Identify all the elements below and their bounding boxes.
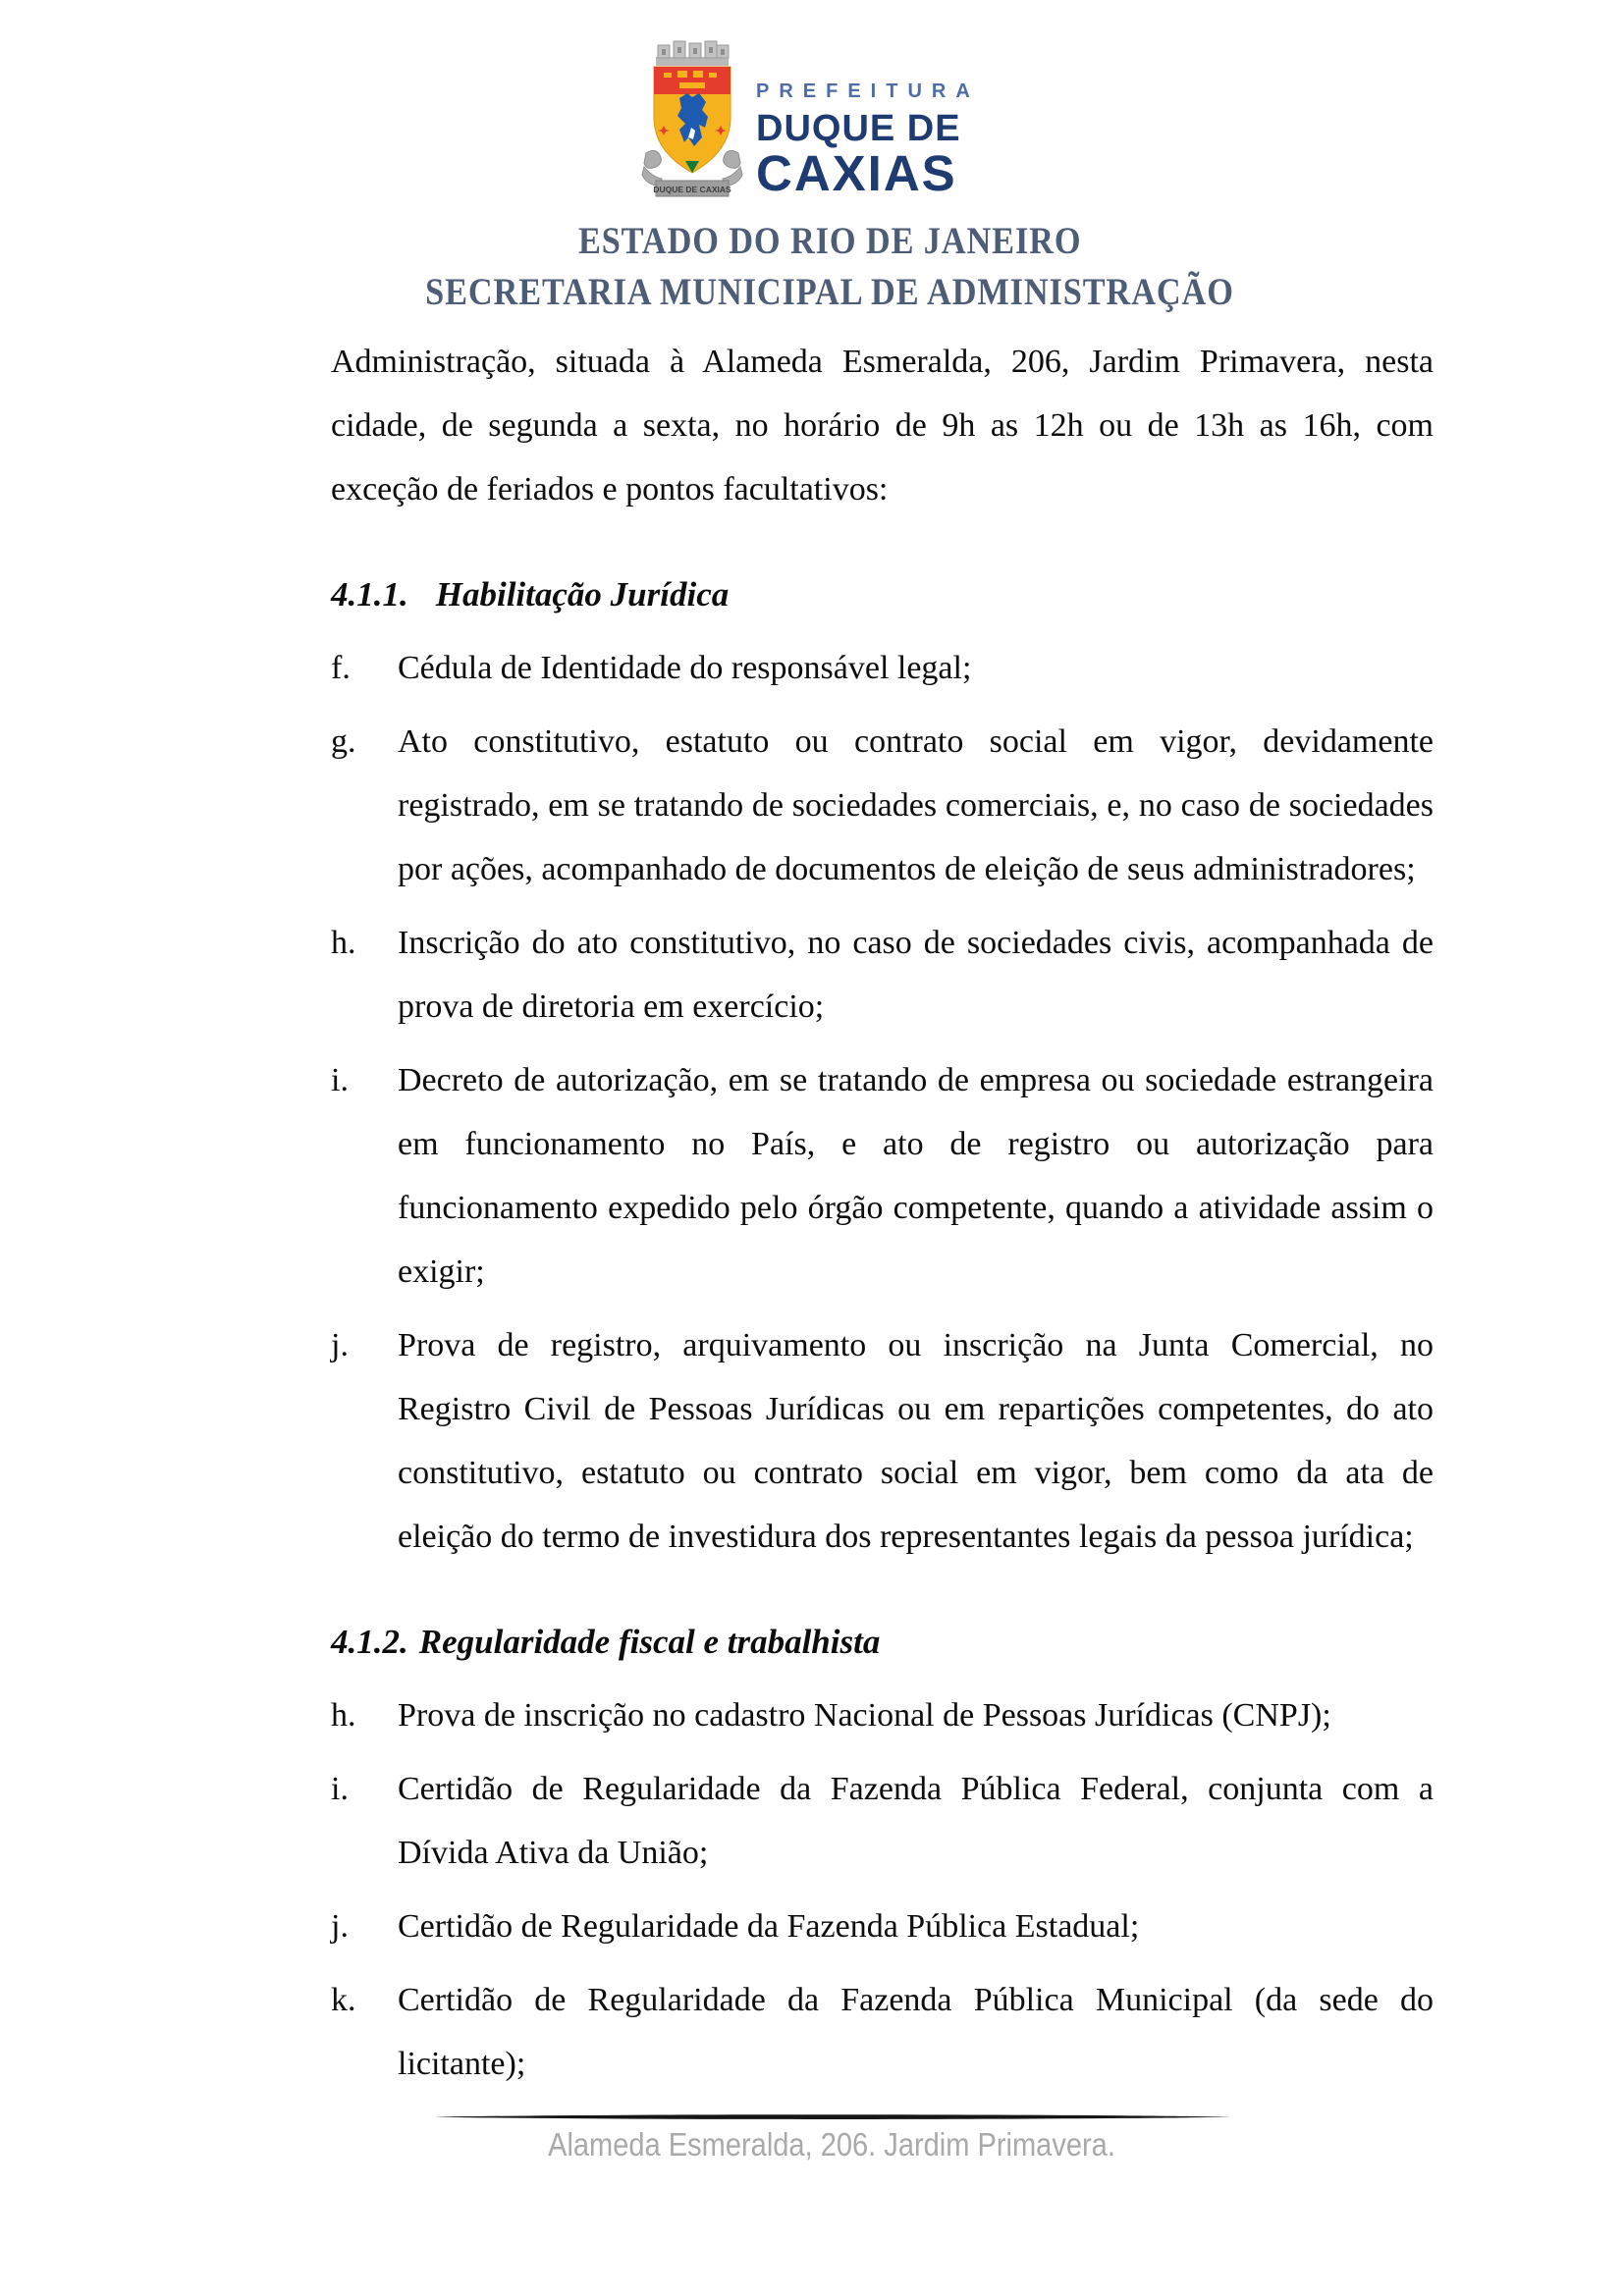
section-title: Regularidade fiscal e trabalhista [418, 1623, 881, 1661]
crest-banner [653, 181, 731, 196]
list-item [331, 1313, 1434, 1569]
government-headers [18, 216, 1624, 318]
footer-divider [435, 2113, 1230, 2121]
list-item-text: Certidão de Regularidade da Fazenda Pública Estadual; [398, 1908, 1140, 1945]
crown-icon [656, 41, 729, 66]
list-item [331, 1895, 1434, 1958]
list-item [331, 1968, 1434, 2096]
list-item-letter: i. [331, 1771, 349, 1807]
list-item-text: Ato constitutivo, estatuto ou contrato social em vigor, devidamente registrado, em se tratando de sociedades comerciais, e, no caso de sociedades por ações, acompanhado de documentos de eleição de seus administradores; [398, 723, 1434, 887]
list-item-text: Cédula de Identidade do responsável legal; [398, 650, 972, 686]
coat-of-arms-icon [640, 37, 744, 202]
section-title: Habilitação Jurídica [435, 575, 730, 614]
logo-city-line1: DUQUE DE [756, 108, 961, 149]
list-item-letter: k. [331, 1982, 356, 2018]
list-item-letter: i. [331, 1062, 349, 1098]
list-item-letter: f. [331, 650, 351, 686]
shield-icon [654, 67, 731, 173]
section-number: 4.1.2. [331, 1623, 408, 1661]
crest-banner-text: DUQUE DE CAXIAS [653, 185, 731, 194]
list-item [331, 911, 1434, 1039]
footer-address: Alameda Esmeralda, 206. Jardim Primavera. [548, 2126, 1115, 2163]
logo-prefeitura-label: PREFEITURA [756, 80, 980, 102]
section-heading-4-1-1 [331, 562, 1434, 626]
list-item-text: Prova de inscrição no cadastro Nacional de Pessoas Jurídicas (CNPJ); [398, 1697, 1331, 1734]
logo-wordmark [756, 80, 1011, 201]
list-item [331, 710, 1434, 901]
list-item-text: Certidão de Regularidade da Fazenda Pública Federal, conjunta com a Dívida Ativa da União; [398, 1771, 1434, 1871]
logo-city-line2: CAXIAS [756, 145, 957, 201]
document-body [331, 330, 1434, 2096]
state-header: ESTADO DO RIO DE JANEIRO [577, 220, 1082, 262]
list-item-text: Certidão de Regularidade da Fazenda Pública Municipal (da sede do licitante); [398, 1982, 1434, 2082]
list-item [331, 636, 1434, 700]
list-item-text: Decreto de autorização, em se tratando de empresa ou sociedade estrangeira em funcionamento no País, e ato de registro ou autorização para funcionamento expedido pelo órgão competente, quando a atividade assim o exigir; [398, 1062, 1434, 1290]
list-item-text: Prova de registro, arquivamento ou inscrição na Junta Comercial, no Registro Civil de Pessoas Jurídicas ou em repartições competentes, do ato constitutivo, estatuto ou contrato social em vigor, bem como da ata de eleição do termo de investidura dos representantes legais da pessoa jurídica; [398, 1327, 1434, 1555]
section-number: 4.1.1. [331, 575, 408, 614]
list-item-letter: h. [331, 1697, 356, 1734]
secretariat-header: SECRETARIA MUNICIPAL DE ADMINISTRAÇÃO [425, 271, 1234, 313]
list-item-letter: g. [331, 723, 356, 760]
section-heading-4-1-2 [331, 1610, 1434, 1674]
list-item-letter: j. [331, 1327, 349, 1363]
list-item [331, 1683, 1434, 1747]
intro-paragraph: Administração, situada à Alameda Esmeralda, 206, Jardim Primavera, nesta cidade, de segunda a sexta, no horário de 9h as 12h ou de 13h as 16h, com exceção de feriados e pontos facultativos: [331, 344, 1434, 507]
list-item [331, 1757, 1434, 1885]
list-item-letter: h. [331, 925, 356, 961]
list-item [331, 1048, 1434, 1304]
list-item-text: Inscrição do ato constitutivo, no caso de sociedades civis, acompanhada de prova de diretoria em exercício; [398, 925, 1434, 1025]
list-item-letter: j. [331, 1908, 349, 1945]
